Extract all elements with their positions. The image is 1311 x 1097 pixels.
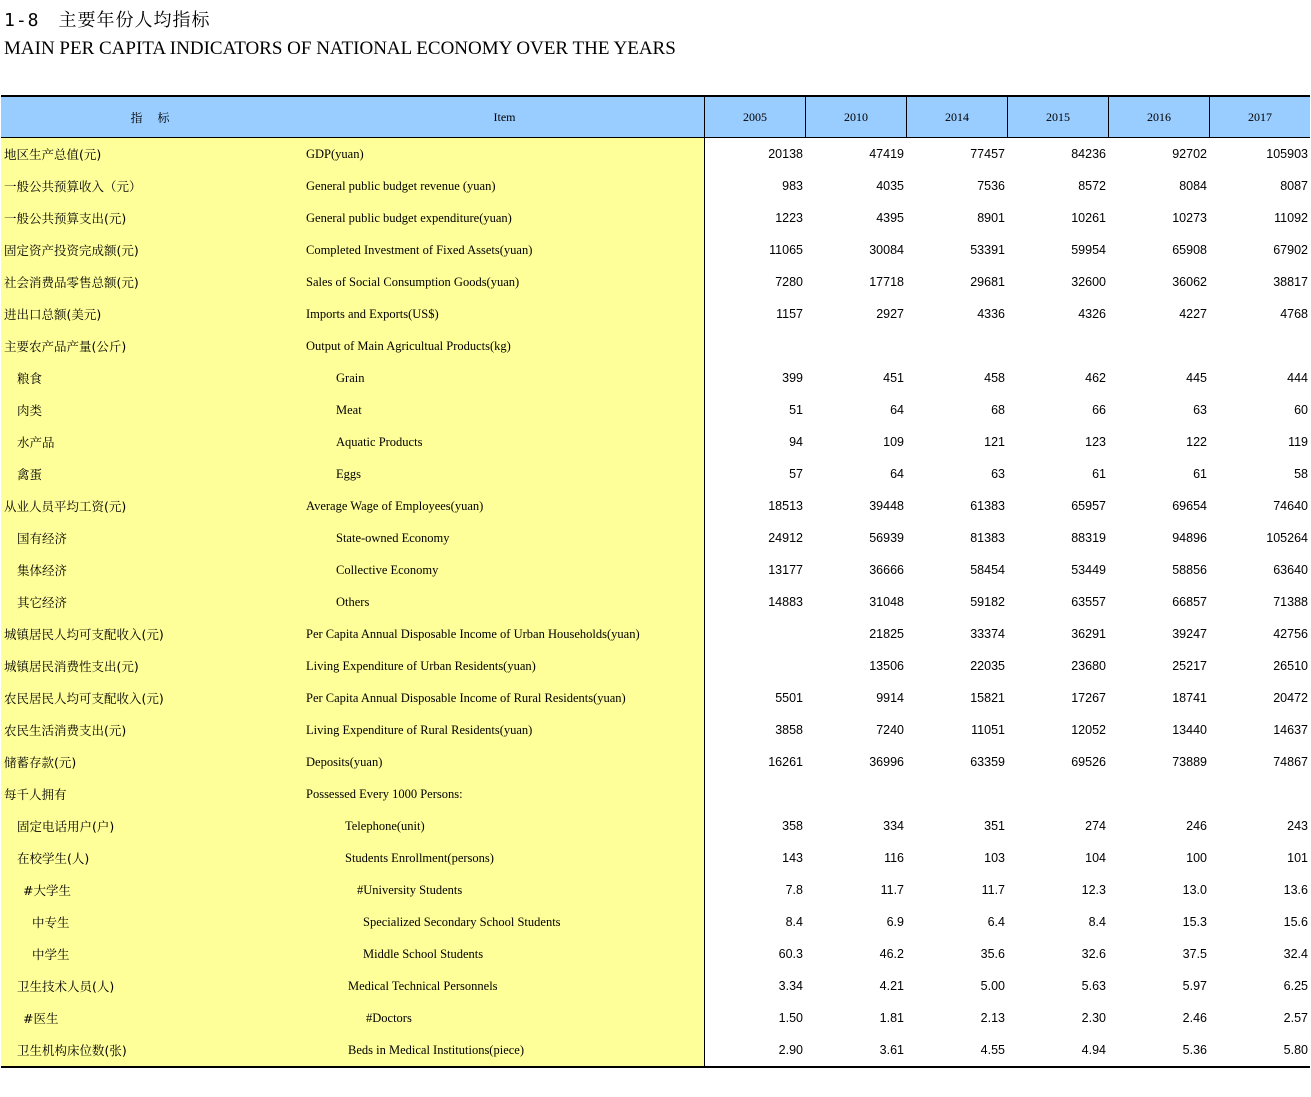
indicator-en: GDP(yuan)	[306, 146, 364, 161]
indicator-cn: 一般公共预算收入（元）	[4, 179, 142, 194]
value-cell: 57	[789, 467, 803, 481]
value-cell: 5.80	[1283, 1043, 1308, 1057]
value-cell: 11065	[769, 243, 803, 257]
value-cell: 24912	[768, 531, 803, 545]
table-row-values	[705, 394, 1310, 426]
table-row-values	[705, 234, 1310, 266]
indicator-en: Imports and Exports(US$)	[306, 306, 439, 321]
value-cell: 63640	[1273, 563, 1308, 577]
table-row-label	[1, 682, 704, 714]
value-cell: 59954	[1071, 243, 1106, 257]
value-cell: 11.7	[880, 883, 904, 897]
value-cell: 8.4	[1088, 915, 1106, 929]
value-cell: 58	[1294, 467, 1308, 481]
value-cell: 6.4	[987, 915, 1005, 929]
value-cell: 4326	[1078, 307, 1106, 321]
indicator-cn: 农民生活消费支出(元)	[4, 723, 127, 738]
value-cell: 92702	[1172, 147, 1207, 161]
value-cell: 7.8	[785, 883, 803, 897]
value-cell: 15.6	[1283, 915, 1308, 929]
value-cell: 100	[1186, 851, 1207, 865]
value-cell: 69526	[1071, 755, 1106, 769]
indicator-en: Eggs	[336, 466, 361, 481]
value-cell: 84236	[1071, 147, 1106, 161]
table-row-label	[1, 490, 704, 522]
value-cell: 61383	[970, 499, 1005, 513]
value-cell: 18513	[768, 499, 803, 513]
value-cell: 36996	[869, 755, 904, 769]
value-cell: 88319	[1071, 531, 1106, 545]
value-cell: 10261	[1071, 211, 1106, 225]
value-cell: 68	[991, 403, 1005, 417]
table-row-values	[705, 298, 1310, 330]
indicator-cn: 储蓄存款(元)	[4, 755, 77, 770]
table-row-values	[705, 970, 1310, 1002]
value-cell: 15821	[970, 691, 1005, 705]
table-row-label	[1, 1002, 704, 1034]
header-year: 2016	[1109, 97, 1210, 137]
value-cell: 61	[1193, 467, 1207, 481]
value-cell: 13440	[1172, 723, 1207, 737]
indicator-en: Output of Main Agricultual Products(kg)	[306, 338, 511, 353]
value-cell: 65957	[1071, 499, 1106, 513]
value-cell: 15.3	[1182, 915, 1207, 929]
value-cell: 2.57	[1283, 1011, 1308, 1025]
indicator-cn: 中专生	[32, 915, 70, 930]
indicator-cn: 卫生技术人员(人)	[17, 979, 115, 994]
value-cell: 116	[884, 851, 904, 865]
value-cell: 14637	[1273, 723, 1308, 737]
indicator-en: #University Students	[357, 882, 463, 897]
table-row-label	[1, 810, 704, 842]
value-cell: 63	[1193, 403, 1207, 417]
indicator-cn: 一般公共预算支出(元)	[4, 211, 127, 226]
table-row-values	[705, 746, 1310, 778]
indicator-en: Possessed Every 1000 Persons:	[306, 786, 463, 801]
table-row-values	[705, 650, 1310, 682]
value-cell: 25217	[1172, 659, 1207, 673]
value-cell: 121	[984, 435, 1005, 449]
table-row-values	[705, 874, 1310, 906]
table-header	[1, 97, 1310, 138]
indicator-en: Others	[336, 594, 370, 609]
indicator-cn: 中学生	[32, 947, 70, 962]
value-cell: 445	[1186, 371, 1207, 385]
value-cell: 81383	[970, 531, 1005, 545]
table-row-label	[1, 522, 704, 554]
indicator-cn: 主要农产品产量(公斤)	[4, 339, 127, 354]
value-cell: 458	[984, 371, 1005, 385]
indicator-en: Aquatic Products	[336, 434, 423, 449]
value-cell: 274	[1085, 819, 1106, 833]
table-row-values	[705, 330, 1310, 362]
value-cell: 6.9	[886, 915, 904, 929]
table-row-values	[705, 554, 1310, 586]
value-cell: 143	[782, 851, 803, 865]
value-cell: 11.7	[981, 883, 1005, 897]
table-row-label	[1, 266, 704, 298]
table-row-label	[1, 618, 704, 650]
table-row-values	[705, 490, 1310, 522]
value-cell: 10273	[1172, 211, 1207, 225]
header-year: 2015	[1008, 97, 1109, 137]
value-cell: 38817	[1273, 275, 1308, 289]
value-cell: 53391	[970, 243, 1005, 257]
label-column	[1, 138, 705, 1066]
value-cell: 8.4	[785, 915, 803, 929]
indicator-cn: 城镇居民消费性支出(元)	[4, 659, 139, 674]
table-row-values	[705, 714, 1310, 746]
table-row-values	[705, 682, 1310, 714]
indicator-en: Per Capita Annual Disposable Income of Urban Households(yuan)	[306, 626, 640, 641]
value-cell: 1223	[775, 211, 803, 225]
table-row-values	[705, 426, 1310, 458]
indicator-en: General public budget revenue (yuan)	[306, 178, 496, 193]
value-cell: 13.6	[1283, 883, 1308, 897]
value-cell: 5.97	[1182, 979, 1207, 993]
value-cell: 3.61	[879, 1043, 904, 1057]
value-cell: 35.6	[980, 947, 1005, 961]
table-row-label	[1, 906, 704, 938]
table-row-values	[705, 586, 1310, 618]
table-body	[1, 138, 1310, 1066]
table-title-en: MAIN PER CAPITA INDICATORS OF NATIONAL ECONOMY OVER THE YEARS	[4, 38, 676, 59]
value-cell: 21825	[869, 627, 904, 641]
table-row-label	[1, 746, 704, 778]
indicator-cn: 禽蛋	[17, 467, 43, 482]
indicator-en: Specialized Secondary School Students	[363, 914, 561, 929]
indicator-en: Average Wage of Employees(yuan)	[306, 498, 484, 513]
value-cell: 94896	[1172, 531, 1207, 545]
indicator-en: Medical Technical Personnels	[348, 978, 498, 993]
indicator-cn: 每千人拥有	[4, 787, 67, 802]
value-cell: 8084	[1179, 179, 1207, 193]
value-cell: 4227	[1179, 307, 1207, 321]
indicators-table	[1, 95, 1310, 1068]
value-cell: 13177	[768, 563, 803, 577]
indicator-cn: 地区生产总值(元)	[4, 147, 102, 162]
table-row-label	[1, 1034, 704, 1066]
value-cell: 18741	[1172, 691, 1207, 705]
indicator-en: #Doctors	[366, 1010, 412, 1025]
value-cell: 46.2	[879, 947, 904, 961]
value-cell: 56939	[869, 531, 904, 545]
value-cell: 16261	[768, 755, 803, 769]
value-cell: 105264	[1266, 531, 1308, 545]
indicator-cn: 城镇居民人均可支配收入(元)	[4, 627, 164, 642]
value-cell: 66857	[1172, 595, 1207, 609]
indicator-cn: 国有经济	[17, 531, 68, 546]
value-cell: 12.3	[1081, 883, 1106, 897]
value-cell: 37.5	[1182, 947, 1207, 961]
value-cell: 12052	[1071, 723, 1106, 737]
value-cell: 26510	[1273, 659, 1308, 673]
table-row-label	[1, 202, 704, 234]
value-cell: 11051	[971, 723, 1005, 737]
value-cell: 67902	[1273, 243, 1308, 257]
value-cell: 4.94	[1081, 1043, 1106, 1057]
table-row-label	[1, 650, 704, 682]
table-row-values	[705, 938, 1310, 970]
table-row-label	[1, 298, 704, 330]
table-row-label	[1, 394, 704, 426]
value-cell: 74640	[1273, 499, 1308, 513]
indicator-en: Grain	[336, 370, 365, 385]
table-row-label	[1, 938, 704, 970]
indicator-en: Completed Investment of Fixed Assets(yuan)	[306, 242, 533, 257]
table-row-values	[705, 202, 1310, 234]
table-row-values	[705, 458, 1310, 490]
indicator-cn: #大学生	[23, 883, 71, 898]
table-row-values	[705, 1002, 1310, 1034]
value-cell: 1.81	[879, 1011, 904, 1025]
table-row-values	[705, 906, 1310, 938]
value-cell: 105903	[1266, 147, 1308, 161]
value-cell: 17718	[869, 275, 904, 289]
value-cell: 246	[1186, 819, 1207, 833]
value-cell: 73889	[1172, 755, 1207, 769]
value-cell: 23680	[1071, 659, 1106, 673]
value-cell: 58856	[1172, 563, 1207, 577]
table-row-values	[705, 810, 1310, 842]
table-row-values	[705, 362, 1310, 394]
value-cell: 29681	[970, 275, 1005, 289]
value-cell: 4395	[876, 211, 904, 225]
value-cell: 399	[782, 371, 803, 385]
table-row-label	[1, 138, 704, 170]
indicator-cn: 社会消费品零售总额(元)	[4, 275, 139, 290]
table-row-label	[1, 170, 704, 202]
value-cell: 109	[883, 435, 904, 449]
value-cell: 11092	[1274, 211, 1308, 225]
indicator-en: Middle School Students	[363, 946, 484, 961]
value-cell: 32.6	[1081, 947, 1106, 961]
value-cell: 444	[1287, 371, 1308, 385]
table-row-values	[705, 522, 1310, 554]
indicator-cn: 肉类	[17, 403, 43, 418]
indicator-cn: 固定电话用户(户)	[17, 819, 115, 834]
header-year: 2017	[1248, 109, 1272, 124]
indicator-cn: 卫生机构床位数(张)	[17, 1043, 127, 1058]
value-cell: 5.63	[1081, 979, 1106, 993]
table-row-values	[705, 778, 1310, 810]
value-cell: 243	[1287, 819, 1308, 833]
value-cell: 6.25	[1283, 979, 1308, 993]
value-cell: 1157	[776, 307, 803, 321]
table-row-values	[705, 1034, 1310, 1066]
indicator-en: Deposits(yuan)	[306, 754, 383, 769]
table-row-values	[705, 170, 1310, 202]
value-cell: 36666	[869, 563, 904, 577]
value-cell: 59182	[970, 595, 1005, 609]
indicator-en: Per Capita Annual Disposable Income of Rural Residents(yuan)	[306, 690, 626, 705]
indicator-cn: 集体经济	[17, 563, 68, 578]
value-cell: 4.55	[980, 1043, 1005, 1057]
value-cell: 5.36	[1182, 1043, 1207, 1057]
value-cell: 13506	[869, 659, 904, 673]
value-cell: 334	[883, 819, 904, 833]
indicator-cn: 农民居民人均可支配收入(元)	[4, 691, 164, 706]
value-cell: 33374	[970, 627, 1005, 641]
value-cell: 63359	[970, 755, 1005, 769]
table-row-label	[1, 586, 704, 618]
table-row-label	[1, 426, 704, 458]
value-cell: 8087	[1280, 179, 1308, 193]
value-cell: 7280	[775, 275, 803, 289]
value-cell: 358	[782, 819, 803, 833]
header-year: 2010	[806, 97, 907, 137]
value-cell: 60.3	[778, 947, 803, 961]
value-cell: 3.34	[778, 979, 803, 993]
value-cell: 20472	[1273, 691, 1308, 705]
indicator-en: Collective Economy	[336, 562, 439, 577]
table-row-values	[705, 266, 1310, 298]
value-cell: 104	[1085, 851, 1106, 865]
value-cell: 2.46	[1182, 1011, 1207, 1025]
indicator-en: General public budget expenditure(yuan)	[306, 210, 512, 225]
indicator-en: Meat	[336, 402, 362, 417]
indicator-en: Living Expenditure of Urban Residents(yuan)	[306, 658, 536, 673]
table-row-label	[1, 842, 704, 874]
value-cell: 32600	[1071, 275, 1106, 289]
value-cell: 1.50	[778, 1011, 803, 1025]
value-cell: 351	[984, 819, 1005, 833]
value-cell: 2.30	[1081, 1011, 1106, 1025]
header-item: Item	[305, 97, 705, 137]
value-cell: 123	[1085, 435, 1106, 449]
value-cell: 30084	[869, 243, 904, 257]
value-cell: 64	[890, 403, 904, 417]
value-cell: 94	[789, 435, 803, 449]
indicator-en: Students Enrollment(persons)	[345, 850, 494, 865]
value-cell: 31048	[869, 595, 904, 609]
table-row-label	[1, 458, 704, 490]
value-cell: 7536	[977, 179, 1005, 193]
value-cell: 13.0	[1182, 883, 1207, 897]
indicator-cn: 粮食	[17, 371, 43, 386]
value-cell: 983	[782, 179, 803, 193]
value-cell: 103	[984, 851, 1005, 865]
table-row-values	[705, 618, 1310, 650]
value-cell: 4768	[1280, 307, 1308, 321]
table-row-values	[705, 842, 1310, 874]
table-row-label	[1, 330, 704, 362]
value-cell: 2.90	[778, 1043, 803, 1057]
table-row-label	[1, 714, 704, 746]
indicator-cn: 其它经济	[17, 595, 68, 610]
value-cell: 32.4	[1283, 947, 1308, 961]
indicator-en: State-owned Economy	[336, 530, 450, 545]
value-cell: 47419	[869, 147, 904, 161]
value-cell: 58454	[970, 563, 1005, 577]
value-cell: 36062	[1172, 275, 1207, 289]
header-indicator: 指 标	[130, 110, 176, 125]
value-cell: 22035	[970, 659, 1005, 673]
indicator-cn: 进出口总额(美元)	[4, 307, 102, 322]
value-cell: 66	[1092, 403, 1106, 417]
table-row-label	[1, 970, 704, 1002]
value-cell: 7240	[876, 723, 904, 737]
value-cell: 119	[1288, 435, 1308, 449]
table-row-label	[1, 234, 704, 266]
value-cell: 101	[1287, 851, 1308, 865]
indicator-cn: 在校学生(人)	[17, 851, 90, 866]
indicator-en: Beds in Medical Institutions(piece)	[348, 1042, 525, 1057]
value-cell: 14883	[768, 595, 803, 609]
value-cell: 39247	[1172, 627, 1207, 641]
value-cell: 71388	[1273, 595, 1308, 609]
value-cell: 39448	[869, 499, 904, 513]
table-row-label	[1, 554, 704, 586]
value-cell: 74867	[1273, 755, 1308, 769]
table-row-label	[1, 362, 704, 394]
value-cell: 5.00	[980, 979, 1005, 993]
value-cell: 53449	[1071, 563, 1106, 577]
table-row-label	[1, 874, 704, 906]
value-cell: 8901	[977, 211, 1005, 225]
value-cell: 3858	[775, 723, 803, 737]
indicator-en: Sales of Social Consumption Goods(yuan)	[306, 274, 520, 289]
value-cell: 63	[991, 467, 1005, 481]
value-cell: 122	[1186, 435, 1207, 449]
value-cell: 4.21	[879, 979, 904, 993]
table-row-values	[705, 138, 1310, 170]
indicator-cn: #医生	[23, 1011, 59, 1026]
value-cell: 65908	[1172, 243, 1207, 257]
value-cell: 42756	[1273, 627, 1308, 641]
header-year: 2005	[705, 97, 806, 137]
value-cell: 2927	[876, 307, 904, 321]
value-cell: 69654	[1172, 499, 1207, 513]
value-cell: 4035	[876, 179, 904, 193]
indicator-cn: 固定资产投资完成额(元)	[4, 243, 139, 258]
value-cell: 61	[1092, 467, 1106, 481]
indicator-en: Living Expenditure of Rural Residents(yuan)	[306, 722, 533, 737]
value-cell: 5501	[775, 691, 803, 705]
table-number-title-cn: 1-8 主要年份人均指标	[4, 10, 211, 31]
value-cell: 17267	[1071, 691, 1106, 705]
indicator-en: Telephone(unit)	[345, 818, 425, 833]
value-cell: 451	[883, 371, 904, 385]
value-cell: 77457	[970, 147, 1005, 161]
value-column	[705, 138, 1310, 1066]
value-cell: 20138	[768, 147, 803, 161]
value-cell: 63557	[1071, 595, 1106, 609]
value-cell: 51	[789, 403, 803, 417]
header-year: 2014	[907, 97, 1008, 137]
indicator-cn: 水产品	[17, 435, 55, 450]
value-cell: 8572	[1078, 179, 1106, 193]
value-cell: 64	[890, 467, 904, 481]
value-cell: 4336	[977, 307, 1005, 321]
table-row-label	[1, 778, 704, 810]
value-cell: 2.13	[980, 1011, 1005, 1025]
indicator-cn: 从业人员平均工资(元)	[4, 499, 127, 514]
value-cell: 462	[1085, 371, 1106, 385]
value-cell: 36291	[1071, 627, 1106, 641]
value-cell: 9914	[876, 691, 904, 705]
value-cell: 60	[1294, 403, 1308, 417]
